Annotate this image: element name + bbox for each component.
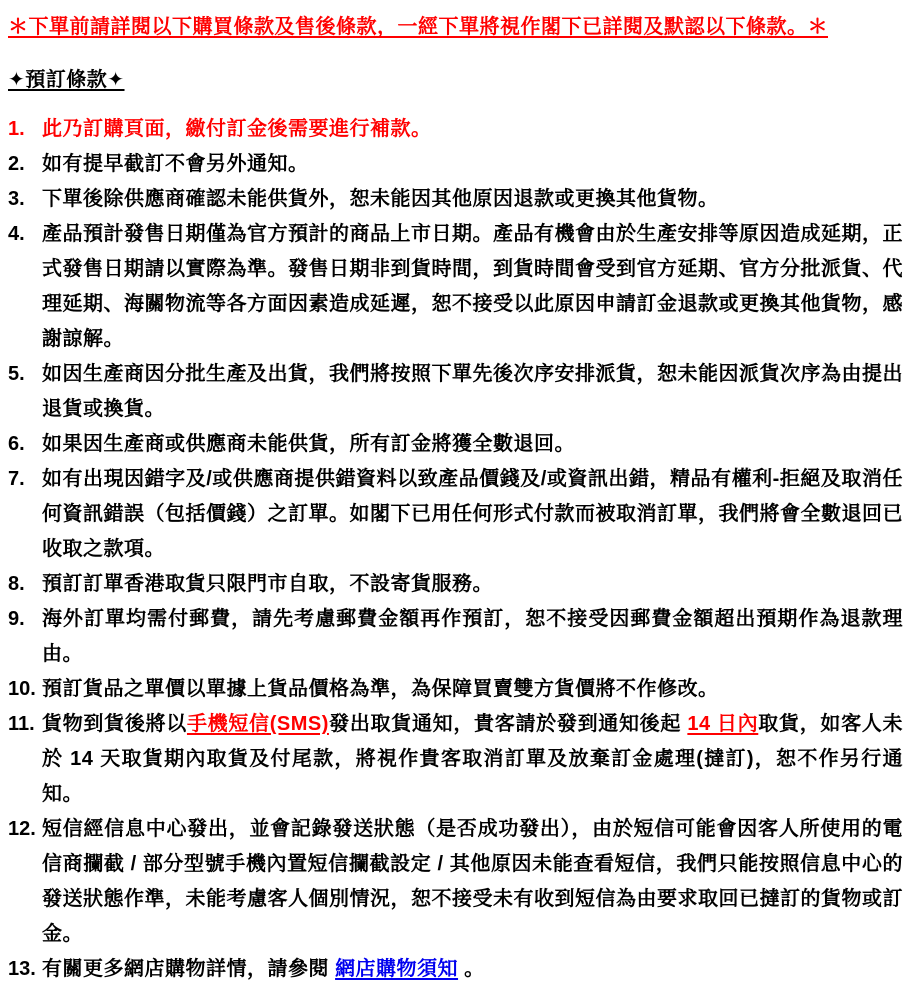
term-text xyxy=(42,952,905,987)
term-number: 7. xyxy=(8,468,25,490)
term-item xyxy=(8,567,905,602)
term-item xyxy=(8,217,905,357)
term-text xyxy=(42,462,905,567)
term-text xyxy=(42,812,905,952)
term-item xyxy=(8,602,905,672)
term-text xyxy=(42,602,905,672)
term-text xyxy=(42,672,905,707)
term-item xyxy=(8,182,905,217)
highlight-text: 手機短信(SMS) xyxy=(186,713,329,735)
term-number: 12. xyxy=(8,818,36,840)
term-text-segment: 預訂訂單香港取貨只限門市自取，不設寄貨服務。 xyxy=(42,573,493,595)
term-text-segment: 短信經信息中心發出，並會記錄發送狀態（是否成功發出），由於短信可能會因客人所使用的電信商攔截 / 部分型號手機內置短信攔截設定 / 其他原因未能查看短信，我們只能按照信息中心的發送狀態作準，未能考慮客人個別情況，恕不接受未有收到短信為由要求取回已撻訂的貨物或訂金。 xyxy=(42,818,903,945)
document-title: ＊下單前請詳閱以下購買條款及售後條款，一經下單將視作閣下已詳閱及默認以下條款。＊ xyxy=(8,16,828,38)
section-heading-preorder-terms: ✦預訂條款✦ xyxy=(8,69,125,91)
term-item xyxy=(8,357,905,427)
term-number: 10. xyxy=(8,678,36,700)
term-text xyxy=(42,707,905,812)
term-item xyxy=(8,112,905,147)
term-item xyxy=(8,462,905,567)
term-text xyxy=(42,427,905,462)
term-number: 13. xyxy=(8,958,36,980)
term-item xyxy=(8,427,905,462)
term-text xyxy=(42,357,905,427)
term-item xyxy=(8,147,905,182)
term-number: 1. xyxy=(8,118,25,140)
term-text xyxy=(42,112,905,147)
term-text-segment: 取貨，如客人未於 14 天取貨期內取貨及付尾款，將視作貴客取消訂單及放棄訂金處理(撻訂)，恕不作另行通知。 xyxy=(42,713,904,805)
term-text-segment: 如因生產商因分批生產及出貨，我們將按照下單先後次序安排派貨，恕未能因派貨次序為由提出退貨或換貨。 xyxy=(42,363,903,420)
term-text-segment: 貨物到貨後將以 xyxy=(42,713,187,735)
term-number: 5. xyxy=(8,363,25,385)
term-text-segment: 如有出現因錯字及/或供應商提供錯資料以致產品價錢及/或資訊出錯，精品有權利-拒絕及取消任何資訊錯誤（包括價錢）之訂單。如閣下已用任何形式付款而被取消訂單，我們將會全數退回已收取之款項。 xyxy=(42,468,903,560)
term-text-segment: 預訂貨品之單價以單據上貨品價格為準，為保障買賣雙方貨價將不作修改。 xyxy=(42,678,719,700)
term-number: 3. xyxy=(8,188,25,210)
term-text-segment: 。 xyxy=(458,958,485,980)
term-text xyxy=(42,182,905,217)
shop-guide-link[interactable]: 網店購物須知 xyxy=(335,958,459,980)
term-text-segment: 此乃訂購頁面，繳付訂金後需要進行補款。 xyxy=(42,118,432,140)
term-text-segment: 如果因生產商或供應商未能供貨，所有訂金將獲全數退回。 xyxy=(42,433,575,455)
term-number: 11. xyxy=(8,713,35,735)
term-item xyxy=(8,812,905,952)
term-text-segment: 下單後除供應商確認未能供貨外，恕未能因其他原因退款或更換其他貨物。 xyxy=(42,188,719,210)
term-number: 9. xyxy=(8,608,25,630)
term-text xyxy=(42,217,905,357)
term-text-segment: 有關更多網店購物詳情，請參閱 xyxy=(42,958,336,980)
term-number: 2. xyxy=(8,153,25,175)
terms-list xyxy=(8,112,905,987)
term-item xyxy=(8,672,905,707)
term-text xyxy=(42,567,905,602)
highlight-text: 14 日內 xyxy=(687,713,759,735)
term-text-segment: 產品預計發售日期僅為官方預計的商品上市日期。產品有機會由於生產安排等原因造成延期，正式發售日期請以實際為準。發售日期非到貨時間，到貨時間會受到官方延期、官方分批派貨、代理延期、海關物流等各方面因素造成延遲，恕不接受以此原因申請訂金退款或更換其他貨物，感謝諒解。 xyxy=(42,223,903,350)
term-text xyxy=(42,147,905,182)
term-text-segment: 發出取貨通知，貴客請於發到通知後起 xyxy=(328,713,688,735)
term-number: 4. xyxy=(8,223,25,245)
term-item xyxy=(8,952,905,987)
term-number: 8. xyxy=(8,573,25,595)
term-text-segment: 如有提早截訂不會另外通知。 xyxy=(42,153,309,175)
term-item xyxy=(8,707,905,812)
term-text-segment: 海外訂單均需付郵費，請先考慮郵費金額再作預訂，恕不接受因郵費金額超出預期作為退款理由。 xyxy=(42,608,903,665)
term-number: 6. xyxy=(8,433,25,455)
